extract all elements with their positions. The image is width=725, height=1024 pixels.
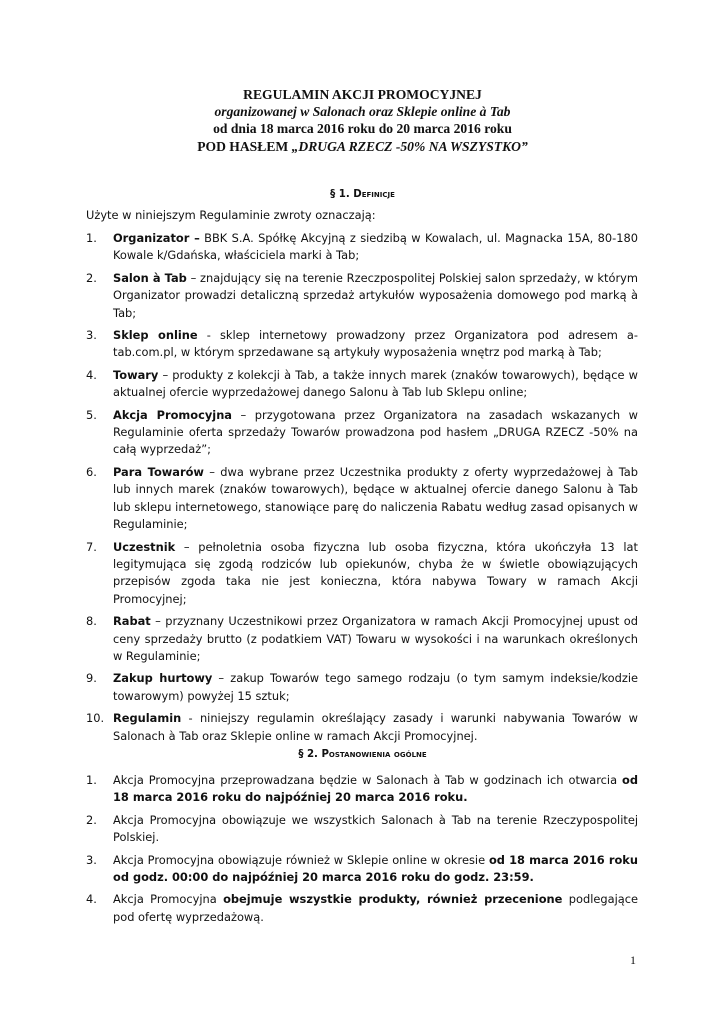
section-2-name: Postanowienia ogólne <box>321 749 427 760</box>
section-2-number: § 2. <box>298 749 318 760</box>
general-provisions-list <box>86 772 638 931</box>
document-title <box>0 86 725 155</box>
definition-text: BBK S.A. Spółkę Akcyjną z siedzibą w Kowalach, ul. Magnacka 15A, 80-180 Kowale k/Gdańska, właściciela marki à Tab; <box>113 231 638 263</box>
definition-term: Para Towarów <box>113 464 204 479</box>
provision-item <box>86 812 638 847</box>
item-number: 8. <box>86 614 97 629</box>
provision-text: Akcja Promocyjna <box>113 892 224 907</box>
provision-text: Akcja Promocyjna przeprowadzana będzie w Salonach à Tab w godzinach ich otwarcia <box>113 773 623 787</box>
definition-item <box>86 539 638 609</box>
item-number: 4. <box>86 892 97 907</box>
item-number: 2. <box>86 812 97 827</box>
definition-item <box>86 367 638 402</box>
section-1-name: Definicje <box>353 189 395 200</box>
definition-term: Rabat <box>113 614 151 629</box>
provision-text-end: podlegające pod ofertę wyprzedażową. <box>113 892 638 924</box>
definition-text: – zakup Towarów tego samego rodzaju (o tym samym indeksie/kodzie towarowym) powyżej 15 sztuk; <box>113 671 638 703</box>
section-1-heading <box>0 189 725 200</box>
definition-term: Uczestnik <box>113 539 176 554</box>
item-number: 5. <box>86 407 97 422</box>
provision-text: Akcja Promocyjna obowiązuje również w Sklepie online w okresie <box>113 852 489 867</box>
definition-text: - niniejszy regulamin określający zasady i warunki nabywania Towarów w Salonach à Tab oraz Sklepie online w ramach Akcji Promocyjnej. <box>113 711 638 743</box>
definition-text: - sklep internetowy prowadzony przez Organizatora pod adresem a-tab.com.pl, w którym sprzedawane są artykuły wyposażenia wnętrz pod marką à Tab; <box>113 328 638 360</box>
definition-item <box>86 230 638 265</box>
definition-term: Organizator – <box>113 231 200 245</box>
title-prefix: POD HASŁEM <box>197 138 292 154</box>
item-number: 10. <box>86 711 105 726</box>
definition-text: – dwa wybrane przez Uczestnika produkty z oferty wyprzedażowej à Tab lub innych marek (znaków towarowych), będące w aktualnej ofercie danego Salonu à Tab lub sklepu internetowego, stanowiące parę do naliczenia Rabatu według zasad opisanych w Regulaminie; <box>113 464 638 532</box>
definition-text: – przygotowana przez Organizatora na zasadach wskazanych w Regulaminie oferta sprzedaży Towarów prowadzona pod hasłem „DRUGA RZECZ -50% na całą wyprzedaż”; <box>113 407 638 457</box>
definition-text: – produkty z kolekcji à Tab, a także innych marek (znaków towarowych), będące w aktualnej ofercie wyprzedażowej danego Salonu à Tab lub Sklepu online; <box>113 367 638 400</box>
item-number: 7. <box>86 539 97 554</box>
definition-text: – pełnoletnia osoba fizyczna lub osoba fizyczna, która ukończyła 13 lat legitymująca się zgodą rodziców lub opiekunów, chyba że w świetle obowiązujących przepisów zgoda taka nie jest konieczna, która nabywa Towary w ramach Akcji Promocyjnej; <box>113 539 638 606</box>
item-number: 3. <box>86 852 97 867</box>
definition-item <box>86 670 638 705</box>
item-number: 3. <box>86 328 97 343</box>
definition-item <box>86 327 638 362</box>
title-line-1: REGULAMIN AKCJI PROMOCYJNEJ <box>243 87 482 102</box>
promo-slogan: „DRUGA RZECZ -50% NA WSZYSTKO” <box>291 138 528 154</box>
provision-emphasis: obejmuje wszystkie produkty, również przecenione <box>223 892 563 907</box>
item-number: 9. <box>86 671 97 686</box>
definition-item <box>86 710 638 745</box>
definition-item <box>86 407 638 459</box>
provision-emphasis: od 18 marca 2016 roku od godz. 00:00 do najpóźniej 20 marca 2016 roku do godz. 23:59. <box>113 852 638 885</box>
definition-item <box>86 270 638 322</box>
definition-term: Zakup hurtowy <box>113 671 213 686</box>
definition-term: Towary <box>113 367 159 382</box>
definition-text: – znajdujący się na terenie Rzeczpospolitej Polskiej salon sprzedaży, w którym Organizator prowadzi detaliczną sprzedaż artykułów wyposażenia domowego pod marką à Tab; <box>113 270 638 320</box>
provision-text: Akcja Promocyjna obowiązuje we wszystkich Salonach à Tab na terenie Rzeczypospolitej Polskiej. <box>113 812 638 845</box>
section-1-number: § 1. <box>330 189 350 200</box>
item-number: 1. <box>86 773 97 787</box>
item-number: 2. <box>86 270 97 285</box>
definition-item <box>86 613 638 665</box>
definition-item <box>86 464 638 534</box>
page-number: 1 <box>630 953 636 967</box>
title-line-3: od dnia 18 marca 2016 roku do 20 marca 2016 roku <box>213 121 512 137</box>
definition-term: Sklep online <box>113 328 198 343</box>
definition-term: Salon à Tab <box>113 270 187 285</box>
title-line-2: organizowanej w Salonach oraz Sklepie online à Tab <box>214 104 511 120</box>
definition-term: Regulamin <box>113 711 182 726</box>
item-number: 6. <box>86 464 97 479</box>
item-number: 4. <box>86 367 97 382</box>
section-2-heading <box>0 749 725 760</box>
definitions-list <box>86 230 638 750</box>
section-1-intro: Użyte w niniejszym Regulaminie zwroty oznaczają: <box>86 208 376 222</box>
provision-emphasis: od 18 marca 2016 roku do najpóźniej 20 marca 2016 roku. <box>113 773 638 805</box>
provision-item <box>86 891 638 926</box>
title-line-4 <box>0 138 725 155</box>
provision-item <box>86 852 638 887</box>
definition-term: Akcja Promocyjna <box>113 407 232 422</box>
provision-item <box>86 772 638 807</box>
item-number: 1. <box>86 231 97 245</box>
definition-text: – przyznany Uczestnikowi przez Organizatora w ramach Akcji Promocyjnej upust od ceny sprzedaży brutto (z podatkiem VAT) Towaru w wysokości i na warunkach określonych w Regulaminie; <box>113 614 638 663</box>
